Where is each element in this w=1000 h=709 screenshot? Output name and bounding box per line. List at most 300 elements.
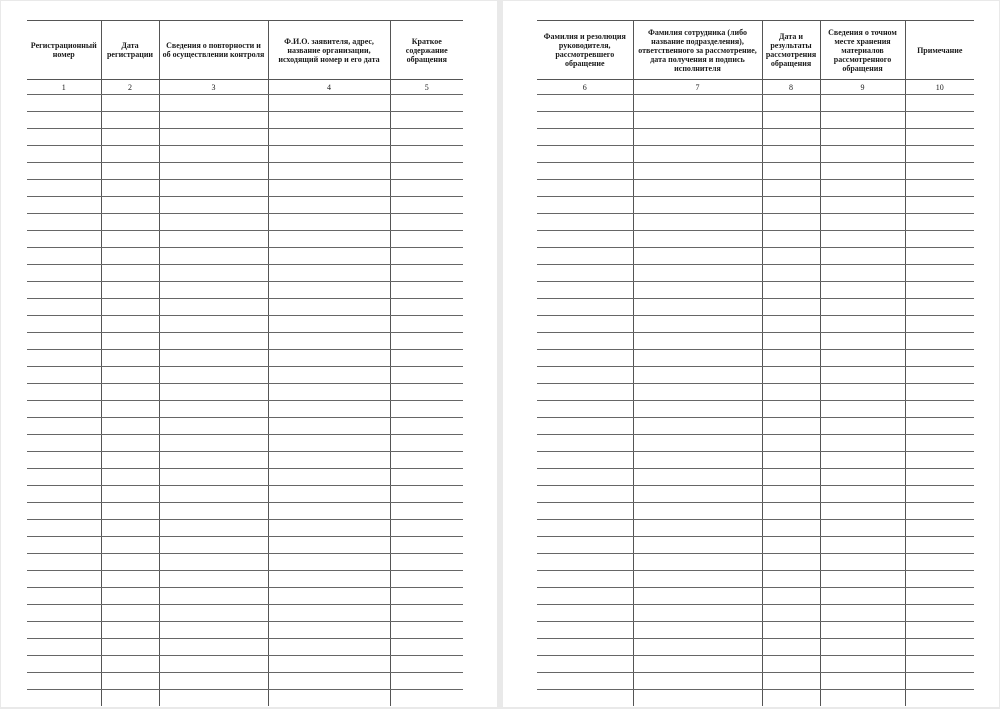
table-cell	[633, 537, 762, 554]
table-cell	[27, 469, 101, 486]
table-cell	[390, 588, 463, 605]
table-cell	[390, 333, 463, 350]
table-cell	[268, 622, 390, 639]
table-cell	[390, 95, 463, 112]
table-cell	[268, 486, 390, 503]
table-row	[537, 520, 974, 537]
table-cell	[159, 452, 268, 469]
table-cell	[762, 299, 820, 316]
table-cell	[820, 129, 905, 146]
table-cell	[633, 163, 762, 180]
table-cell	[390, 350, 463, 367]
column-header-manager-resolution: Фамилия и резолюция руководителя, рассмотревшего обращение	[537, 21, 633, 80]
table-cell	[268, 299, 390, 316]
column-header-storage-location: Сведения о точном месте хранения материалов рассмотренного обращения	[820, 21, 905, 80]
table-cell	[159, 605, 268, 622]
table-cell	[820, 452, 905, 469]
table-cell	[633, 248, 762, 265]
table-cell	[633, 435, 762, 452]
table-cell	[159, 299, 268, 316]
table-cell	[268, 282, 390, 299]
table-row	[27, 112, 463, 129]
table-cell	[159, 401, 268, 418]
table-cell	[101, 537, 159, 554]
table-cell	[820, 418, 905, 435]
table-cell	[27, 146, 101, 163]
table-cell	[537, 316, 633, 333]
table-cell	[633, 129, 762, 146]
table-cell	[268, 316, 390, 333]
table-cell	[27, 622, 101, 639]
table-cell	[390, 690, 463, 707]
table-row	[27, 588, 463, 605]
table-cell	[537, 520, 633, 537]
table-cell	[762, 656, 820, 673]
table-cell	[762, 333, 820, 350]
table-cell	[905, 146, 974, 163]
table-row	[537, 146, 974, 163]
table-cell	[101, 316, 159, 333]
table-cell	[101, 673, 159, 690]
table-cell	[820, 231, 905, 248]
table-cell	[633, 656, 762, 673]
table-cell	[537, 673, 633, 690]
table-cell	[101, 197, 159, 214]
table-cell	[537, 605, 633, 622]
table-cell	[633, 197, 762, 214]
table-cell	[390, 435, 463, 452]
table-cell	[390, 231, 463, 248]
table-cell	[820, 690, 905, 707]
table-cell	[27, 112, 101, 129]
table-cell	[390, 418, 463, 435]
table-cell	[537, 452, 633, 469]
table-cell	[268, 639, 390, 656]
table-cell	[537, 418, 633, 435]
table-cell	[27, 197, 101, 214]
table-cell	[820, 248, 905, 265]
table-cell	[101, 622, 159, 639]
table-cell	[159, 197, 268, 214]
table-cell	[390, 299, 463, 316]
table-row	[537, 367, 974, 384]
table-cell	[633, 673, 762, 690]
table-cell	[762, 265, 820, 282]
table-cell	[820, 197, 905, 214]
table-cell	[762, 95, 820, 112]
table-cell	[537, 248, 633, 265]
table-cell	[537, 435, 633, 452]
table-cell	[905, 469, 974, 486]
table-cell	[633, 146, 762, 163]
table-row	[537, 503, 974, 520]
table-cell	[268, 146, 390, 163]
table-cell	[762, 350, 820, 367]
table-cell	[537, 554, 633, 571]
table-row	[27, 146, 463, 163]
column-header-summary: Краткое содержание обращения	[390, 21, 463, 80]
table-cell	[537, 537, 633, 554]
table-cell	[27, 299, 101, 316]
table-cell	[633, 622, 762, 639]
table-cell	[390, 163, 463, 180]
table-cell	[537, 180, 633, 197]
table-cell	[633, 214, 762, 231]
table-cell	[633, 367, 762, 384]
table-row	[27, 435, 463, 452]
table-row	[27, 248, 463, 265]
table-cell	[633, 401, 762, 418]
table-cell	[820, 503, 905, 520]
table-cell	[633, 605, 762, 622]
table-cell	[101, 248, 159, 265]
column-header-repeat-control: Сведения о повторности и об осуществлении контроля	[159, 21, 268, 80]
table-cell	[762, 214, 820, 231]
table-cell	[268, 452, 390, 469]
column-number: 6	[537, 80, 633, 95]
table-cell	[537, 622, 633, 639]
table-cell	[268, 520, 390, 537]
column-number: 4	[268, 80, 390, 95]
table-row	[537, 486, 974, 503]
table-cell	[101, 401, 159, 418]
table-cell	[390, 639, 463, 656]
table-cell	[905, 350, 974, 367]
table-cell	[820, 554, 905, 571]
table-row	[27, 265, 463, 282]
table-cell	[390, 112, 463, 129]
table-row	[537, 401, 974, 418]
table-cell	[101, 384, 159, 401]
column-number-row	[537, 80, 974, 95]
table-cell	[159, 503, 268, 520]
table-cell	[820, 112, 905, 129]
table-cell	[101, 129, 159, 146]
table-cell	[762, 690, 820, 707]
table-cell	[762, 180, 820, 197]
column-header-note: Примечание	[905, 21, 974, 80]
table-cell	[820, 656, 905, 673]
table-cell	[633, 469, 762, 486]
table-cell	[27, 571, 101, 588]
table-cell	[27, 537, 101, 554]
table-cell	[159, 231, 268, 248]
table-cell	[633, 503, 762, 520]
table-cell	[390, 673, 463, 690]
table-cell	[159, 656, 268, 673]
table-row	[27, 452, 463, 469]
table-cell	[905, 673, 974, 690]
table-cell	[268, 180, 390, 197]
table-cell	[101, 656, 159, 673]
table-cell	[820, 333, 905, 350]
table-cell	[537, 503, 633, 520]
table-cell	[633, 418, 762, 435]
table-cell	[159, 333, 268, 350]
table-cell	[268, 384, 390, 401]
table-cell	[101, 333, 159, 350]
table-cell	[27, 486, 101, 503]
table-cell	[905, 418, 974, 435]
table-cell	[633, 350, 762, 367]
table-cell	[27, 350, 101, 367]
table-cell	[633, 554, 762, 571]
column-number: 2	[101, 80, 159, 95]
column-header-registration-number: Регистрационный номер	[27, 21, 101, 80]
table-cell	[905, 520, 974, 537]
table-cell	[390, 486, 463, 503]
table-cell	[390, 452, 463, 469]
table-row	[537, 469, 974, 486]
table-cell	[159, 554, 268, 571]
table-cell	[27, 129, 101, 146]
table-cell	[633, 452, 762, 469]
table-cell	[268, 537, 390, 554]
table-row	[27, 214, 463, 231]
table-row	[27, 622, 463, 639]
table-cell	[633, 520, 762, 537]
table-cell	[268, 367, 390, 384]
table-cell	[762, 282, 820, 299]
table-row	[27, 231, 463, 248]
table-cell	[27, 231, 101, 248]
table-row	[537, 248, 974, 265]
table-cell	[159, 248, 268, 265]
column-header-responsible-employee: Фамилия сотрудника (либо название подразделения), ответственного за рассмотрение, дата получения и подпись исполнителя	[633, 21, 762, 80]
table-cell	[537, 571, 633, 588]
column-number: 5	[390, 80, 463, 95]
table-cell	[101, 571, 159, 588]
table-cell	[268, 333, 390, 350]
table-cell	[101, 486, 159, 503]
table-cell	[268, 95, 390, 112]
table-cell	[27, 401, 101, 418]
table-cell	[905, 180, 974, 197]
table-cell	[159, 180, 268, 197]
table-row	[27, 95, 463, 112]
left-journal-body	[27, 80, 463, 707]
table-cell	[268, 571, 390, 588]
table-cell	[820, 435, 905, 452]
column-number: 7	[633, 80, 762, 95]
table-cell	[820, 180, 905, 197]
table-cell	[27, 316, 101, 333]
table-row	[27, 316, 463, 333]
table-cell	[820, 571, 905, 588]
table-row	[537, 350, 974, 367]
table-cell	[537, 214, 633, 231]
table-row	[27, 384, 463, 401]
table-cell	[159, 163, 268, 180]
table-cell	[537, 163, 633, 180]
table-row	[537, 571, 974, 588]
table-cell	[537, 588, 633, 605]
table-cell	[762, 554, 820, 571]
table-cell	[633, 486, 762, 503]
table-cell	[905, 554, 974, 571]
table-row	[27, 571, 463, 588]
table-row	[537, 180, 974, 197]
table-cell	[390, 129, 463, 146]
table-row	[537, 554, 974, 571]
table-row	[537, 163, 974, 180]
table-cell	[390, 180, 463, 197]
table-row	[537, 656, 974, 673]
table-cell	[101, 469, 159, 486]
table-cell	[537, 231, 633, 248]
table-cell	[390, 367, 463, 384]
table-cell	[820, 265, 905, 282]
table-cell	[390, 265, 463, 282]
table-cell	[537, 299, 633, 316]
table-cell	[820, 401, 905, 418]
table-cell	[762, 248, 820, 265]
table-cell	[101, 350, 159, 367]
table-cell	[27, 333, 101, 350]
table-cell	[159, 384, 268, 401]
table-cell	[268, 248, 390, 265]
left-journal-table	[27, 20, 463, 706]
table-cell	[762, 520, 820, 537]
table-cell	[905, 282, 974, 299]
table-cell	[537, 146, 633, 163]
table-cell	[633, 588, 762, 605]
table-cell	[537, 469, 633, 486]
table-cell	[762, 112, 820, 129]
table-cell	[268, 401, 390, 418]
table-cell	[27, 367, 101, 384]
table-row	[537, 418, 974, 435]
table-cell	[268, 554, 390, 571]
table-row	[27, 690, 463, 707]
table-cell	[268, 673, 390, 690]
table-cell	[537, 367, 633, 384]
table-cell	[390, 469, 463, 486]
table-row	[537, 435, 974, 452]
table-cell	[537, 129, 633, 146]
table-cell	[27, 248, 101, 265]
table-cell	[762, 639, 820, 656]
table-cell	[390, 605, 463, 622]
table-cell	[27, 503, 101, 520]
table-row	[537, 95, 974, 112]
table-cell	[101, 605, 159, 622]
table-cell	[27, 656, 101, 673]
table-cell	[101, 163, 159, 180]
table-cell	[159, 418, 268, 435]
table-cell	[633, 180, 762, 197]
column-header-registration-date: Дата регистрации	[101, 21, 159, 80]
table-cell	[633, 571, 762, 588]
table-row	[27, 163, 463, 180]
table-row	[27, 537, 463, 554]
table-cell	[537, 112, 633, 129]
table-cell	[762, 129, 820, 146]
table-cell	[905, 231, 974, 248]
table-cell	[905, 503, 974, 520]
table-row	[27, 129, 463, 146]
table-cell	[820, 163, 905, 180]
table-cell	[27, 639, 101, 656]
table-cell	[268, 503, 390, 520]
table-cell	[268, 265, 390, 282]
table-cell	[390, 503, 463, 520]
table-cell	[762, 469, 820, 486]
table-cell	[633, 299, 762, 316]
table-cell	[390, 622, 463, 639]
column-number: 9	[820, 80, 905, 95]
table-cell	[905, 605, 974, 622]
table-cell	[27, 180, 101, 197]
table-cell	[101, 588, 159, 605]
table-cell	[762, 622, 820, 639]
table-cell	[633, 333, 762, 350]
table-cell	[537, 95, 633, 112]
table-row	[27, 469, 463, 486]
table-cell	[390, 656, 463, 673]
right-journal-body	[537, 80, 974, 707]
table-row	[537, 112, 974, 129]
table-row	[537, 690, 974, 707]
table-cell	[537, 401, 633, 418]
table-cell	[537, 265, 633, 282]
table-cell	[27, 605, 101, 622]
table-cell	[159, 367, 268, 384]
table-cell	[101, 554, 159, 571]
table-cell	[762, 435, 820, 452]
table-cell	[159, 129, 268, 146]
table-cell	[820, 537, 905, 554]
table-cell	[633, 316, 762, 333]
column-number: 10	[905, 80, 974, 95]
table-cell	[537, 350, 633, 367]
table-row	[27, 639, 463, 656]
table-cell	[101, 639, 159, 656]
table-cell	[159, 571, 268, 588]
table-cell	[905, 690, 974, 707]
table-row	[27, 197, 463, 214]
table-row	[27, 520, 463, 537]
table-row	[537, 282, 974, 299]
right-page	[503, 1, 999, 707]
table-cell	[268, 163, 390, 180]
table-cell	[390, 384, 463, 401]
table-cell	[905, 299, 974, 316]
table-cell	[762, 588, 820, 605]
table-row	[537, 214, 974, 231]
table-row	[537, 673, 974, 690]
table-cell	[101, 503, 159, 520]
table-cell	[268, 435, 390, 452]
table-cell	[27, 214, 101, 231]
table-row	[537, 639, 974, 656]
table-cell	[268, 112, 390, 129]
table-cell	[159, 316, 268, 333]
table-cell	[537, 197, 633, 214]
table-cell	[159, 435, 268, 452]
table-cell	[905, 316, 974, 333]
table-cell	[159, 537, 268, 554]
table-cell	[268, 129, 390, 146]
table-cell	[905, 248, 974, 265]
table-row	[27, 299, 463, 316]
table-cell	[268, 588, 390, 605]
table-cell	[390, 282, 463, 299]
table-cell	[159, 588, 268, 605]
table-cell	[762, 384, 820, 401]
table-cell	[905, 197, 974, 214]
table-cell	[820, 639, 905, 656]
